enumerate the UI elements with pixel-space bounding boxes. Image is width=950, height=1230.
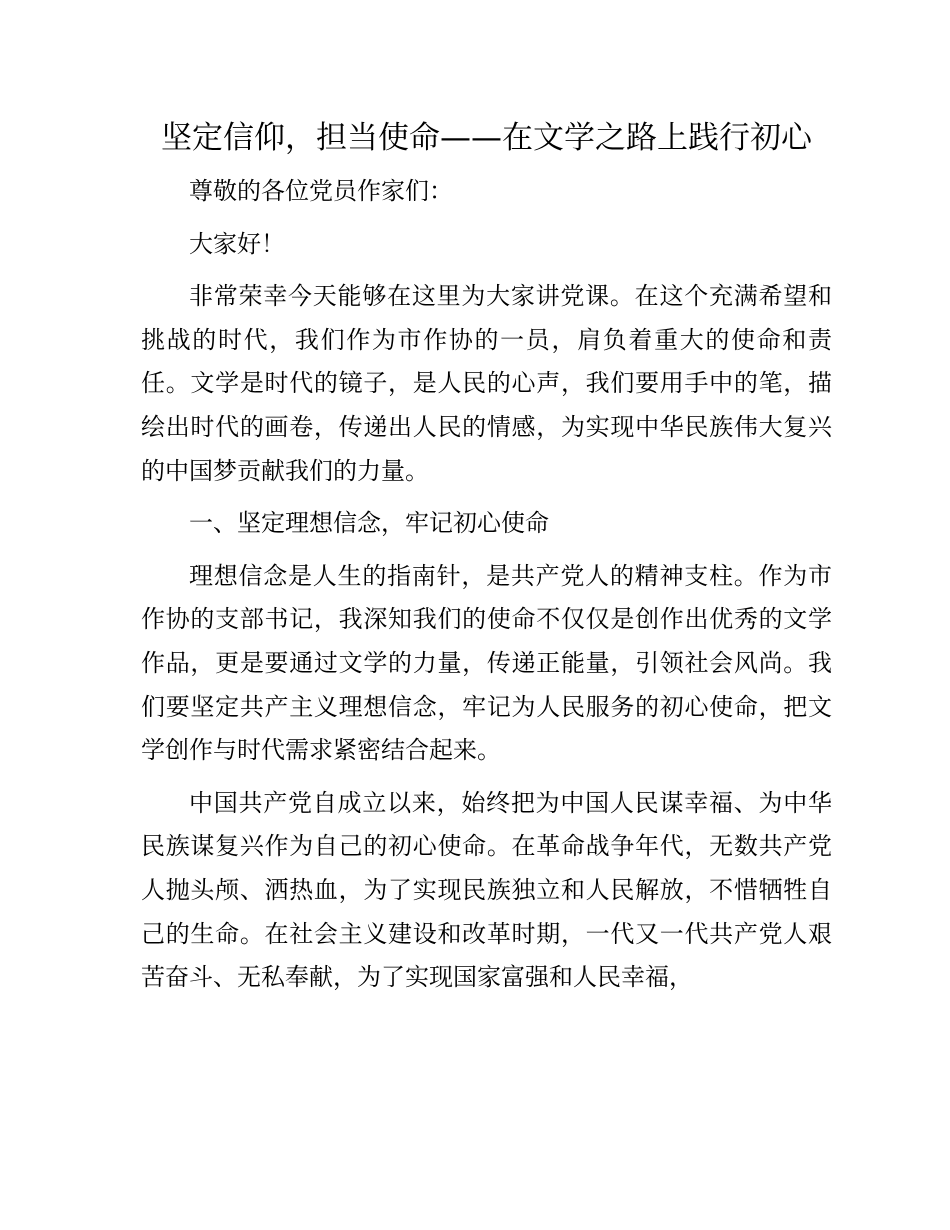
paragraph-intro: 非常荣幸今天能够在这里为大家讲党课。在这个充满希望和挑战的时代，我们作为市作协的一员，肩负着重大的使命和责任。文学是时代的镜子，是人民的心声，我们要用手中的笔，描绘出时代的画卷，传递出人民的情感，为实现中华民族伟大复兴的中国梦贡献我们的力量。 [141, 282, 832, 485]
salutation: 尊敬的各位党员作家们： [189, 177, 453, 205]
paragraph-history: 中国共产党自成立以来，始终把为中国人民谋幸福、为中华民族谋复兴作为自己的初心使命。在革命战争年代，无数共产党人抛头颅、洒热血，为了实现民族独立和人民解放，不惜牺牲自己的生命。在社会主义建设和改革时期，一代又一代共产党人艰苦奋斗、无私奉献，为了实现国家富强和人民幸福， [141, 788, 832, 992]
section-heading-1: 一、坚定理想信念，牢记初心使命 [189, 509, 549, 538]
document-title: 坚定信仰，担当使命——在文学之路上践行初心 [161, 120, 812, 156]
paragraph-ideals: 理想信念是人生的指南针，是共产党人的精神支柱。作为市作协的支部书记，我深知我们的使命不仅仅是创作出优秀的文学作品，更是要通过文学的力量，传递正能量，引领社会风尚。我们要坚定共产主义理想信念，牢记为人民服务的初心使命，把文学创作与时代需求紧密结合起来。 [141, 561, 832, 765]
greeting: 大家好！ [189, 229, 285, 258]
